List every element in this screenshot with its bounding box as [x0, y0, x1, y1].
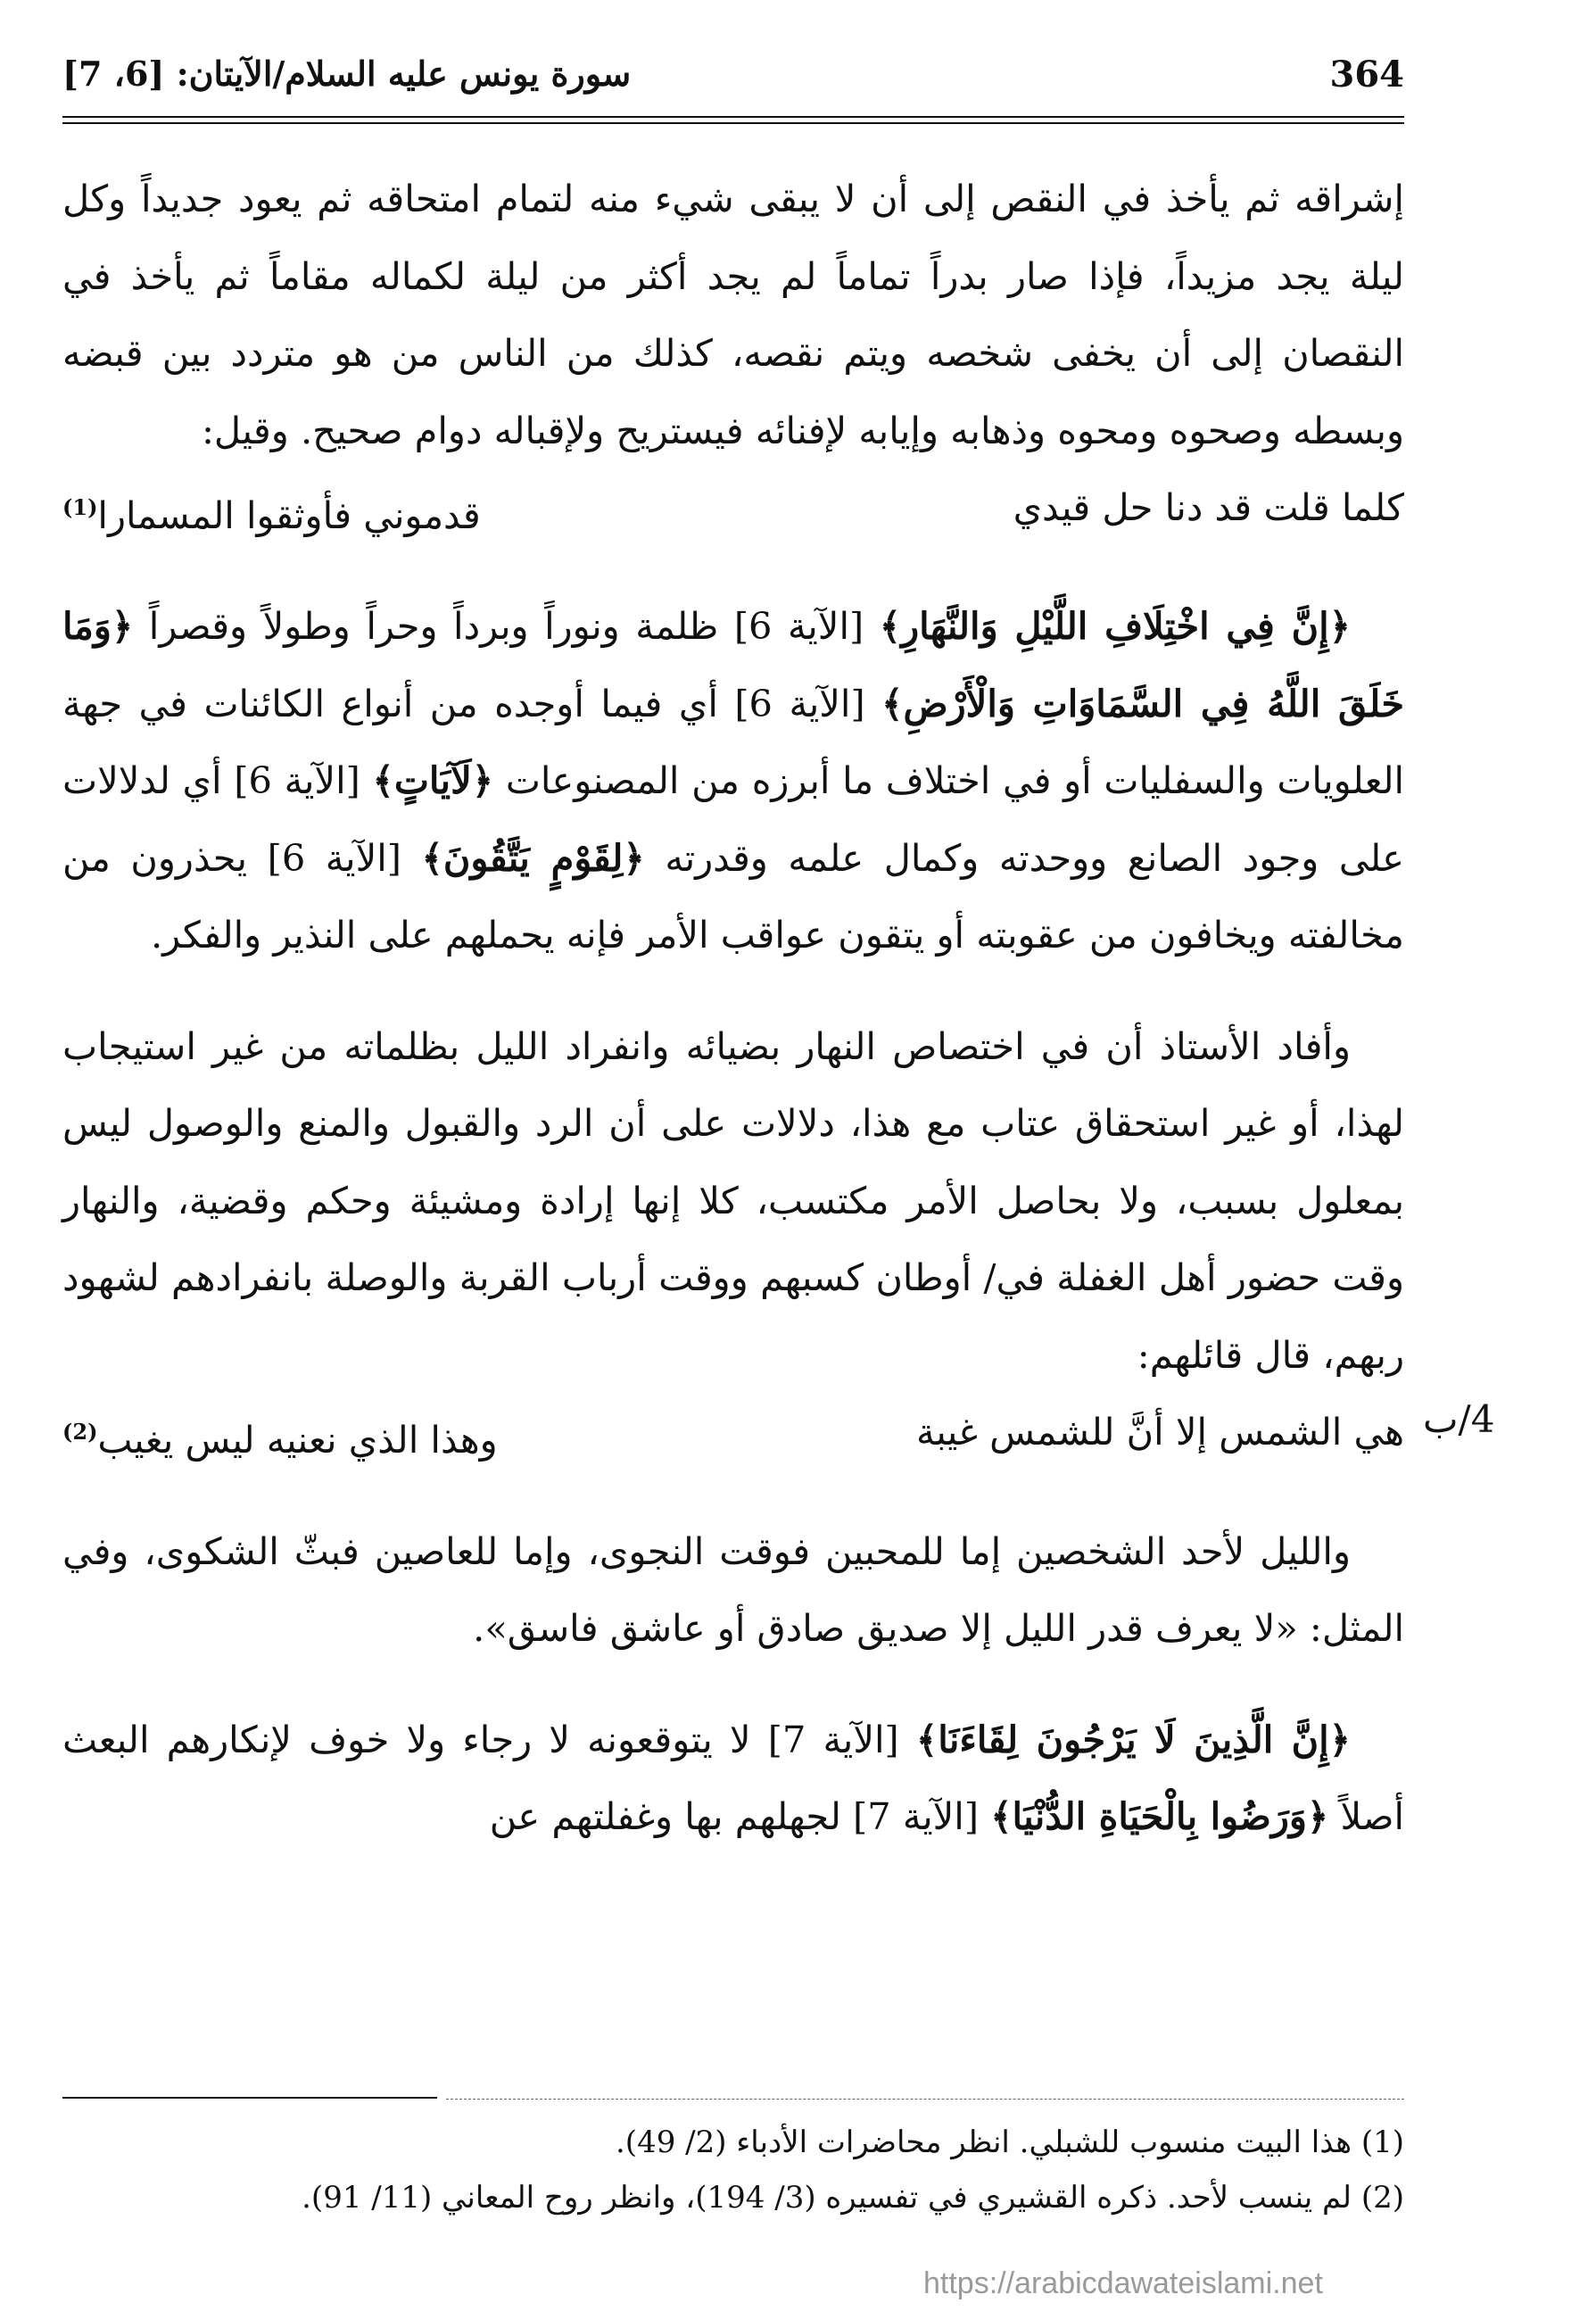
spacer: [62, 1479, 1404, 1513]
verse-2-first-hemistich: هي الشمس إلا أنَّ للشمس غيبة: [915, 1410, 1404, 1454]
page-number: 364: [1329, 54, 1404, 95]
commentary-text: [الآية 7] لا يتوقعونه لا رجاء ولا خوف لإنكارهم البعث أصلاً: [62, 1717, 1404, 1839]
header-rule-top: [62, 116, 1404, 118]
footnote-ref-1: (1): [62, 494, 98, 520]
spacer: [62, 1668, 1404, 1702]
paragraph-3: وأفاد الأستاذ أن في اختصاص النهار بضيائه وانفراد الليل بظلماته من غير استيجاب لهذا، أو غير استحقاق عتاب مع هذا، دلالات على أن الرد والقبول والمنع والوصول ليس بمعلول بسبب، ولا بحاصل الأمر مكتسب، كلا إنها إرادة ومشيئة وحكم وقضية، والنهار وقت حضور أهل الغفلة في/ أوطان كسبهم ووقت أرباب القربة والوصلة بانفرادهم لشهود ربهم، قال قائلهم:: [62, 1023, 1404, 1377]
footnote-ref-2: (2): [62, 1419, 98, 1445]
running-title: سورة يونس عليه السلام/الآيتان: [6، 7]: [62, 54, 632, 94]
footnote-2: (2) لم ينسب لأحد. ذكره القشيري في تفسيره (3/ 194)، وانظر روح المعاني (11/ 91).: [302, 2180, 1404, 2216]
footnote-separator-dashed: [446, 2099, 1404, 2100]
paragraph-1: إشراقه ثم يأخذ في النقص إلى أن لا يبقى شيء منه لتمام امتحاقه ثم يعود جديداً وكل ليلة يجد مزيداً، فإذا صار بدراً تماماً لم يجد أكثر من ليلة لكماله مقاماً ثم يأخذ في النقصان إلى أن يخفى شخصه ويتم نقصه، كذلك من الناس من هو متردد بين قبضه وبسطه وصحوه ومحوه وذهابه وإيابه لإفنائه فيستريح ولإقباله دوام صحيح. وقيل:: [62, 177, 1404, 452]
footnote-separator: [62, 2097, 437, 2099]
paragraph-5: [62, 1702, 1404, 1856]
quran-quote: ﴿وَمَا خَلَقَ اللَّهُ فِي السَّمَاوَاتِ وَالْأَرْضِ﴾: [62, 604, 1404, 725]
commentary-text: [الآية 7] لجهلهم بها وغفلتهم عن: [489, 1794, 991, 1839]
quran-quote: ﴿إِنَّ فِي اخْتِلَافِ اللَّيْلِ وَالنَّهَارِ﴾: [879, 604, 1351, 649]
commentary-text: [الآية 6] ظلمة ونوراً وبرداً وحراً وطولاً وقصراً: [133, 604, 880, 649]
poem-verse-1: [62, 469, 1404, 554]
paragraph-2: [62, 588, 1404, 974]
footnote-1: (1) هذا البيت منسوب للشبلي. انظر محاضرات الأدباء (2/ 49).: [615, 2125, 1404, 2160]
header-rule-bottom: [62, 122, 1404, 124]
quran-quote: ﴿لِقَوْمٍ يَتَّقُونَ﴾: [421, 835, 645, 880]
verse-2-second-text: وهذا الذي نعنيه ليس يغيب: [97, 1418, 498, 1462]
page-header: [62, 54, 1404, 104]
watermark-url: https://arabicdawateislami.net: [923, 2266, 1323, 2300]
verse-1-first-hemistich: كلما قلت قد دنا حل قيدي: [1013, 485, 1404, 529]
quran-quote: ﴿وَرَضُوا بِالْحَيَاةِ الدُّنْيَا﴾: [990, 1794, 1329, 1839]
commentary-text: [الآية 6] يحذرون من مخالفته ويخافون من عقوبته أو يتقون عواقب الأمر فإنه يحملهم على النذير والفكر.: [62, 835, 1404, 957]
paragraph-4: والليل لأحد الشخصين إما للمحبين فوقت النجوى، وإما للعاصين فبثّ الشكوى، وفي المثل: «لا يعرف قدر الليل إلا صديق صادق أو عاشق فاسق».: [62, 1528, 1404, 1651]
poem-verse-2: [62, 1394, 1404, 1479]
main-text: [62, 161, 1404, 1856]
footnotes: [62, 2115, 1404, 2225]
verse-2-second-hemistich: [62, 1394, 498, 1479]
spacer: [62, 554, 1404, 588]
spacer: [62, 974, 1404, 1008]
commentary-text: [الآية 6] أي فيما أوجده من أنواع الكائنات في جهة العلويات والسفليات أو في اختلاف ما أبرزه من المصنوعات: [62, 681, 1404, 803]
manuscript-folio-note: 4/ب: [1423, 1397, 1495, 1441]
quran-quote: ﴿لَآيَاتٍ﴾: [372, 758, 494, 803]
quran-quote: ﴿إِنَّ الَّذِينَ لَا يَرْجُونَ لِقَاءَنَا﴾: [915, 1717, 1351, 1761]
commentary-text: [الآية 6] أي لدلالات على وجود الصانع ووحدته وكمال علمه وقدرته: [62, 758, 1404, 880]
verse-1-second-text: قدموني فأوثقوا المسمارا: [97, 493, 481, 537]
verse-1-second-hemistich: [62, 469, 481, 554]
